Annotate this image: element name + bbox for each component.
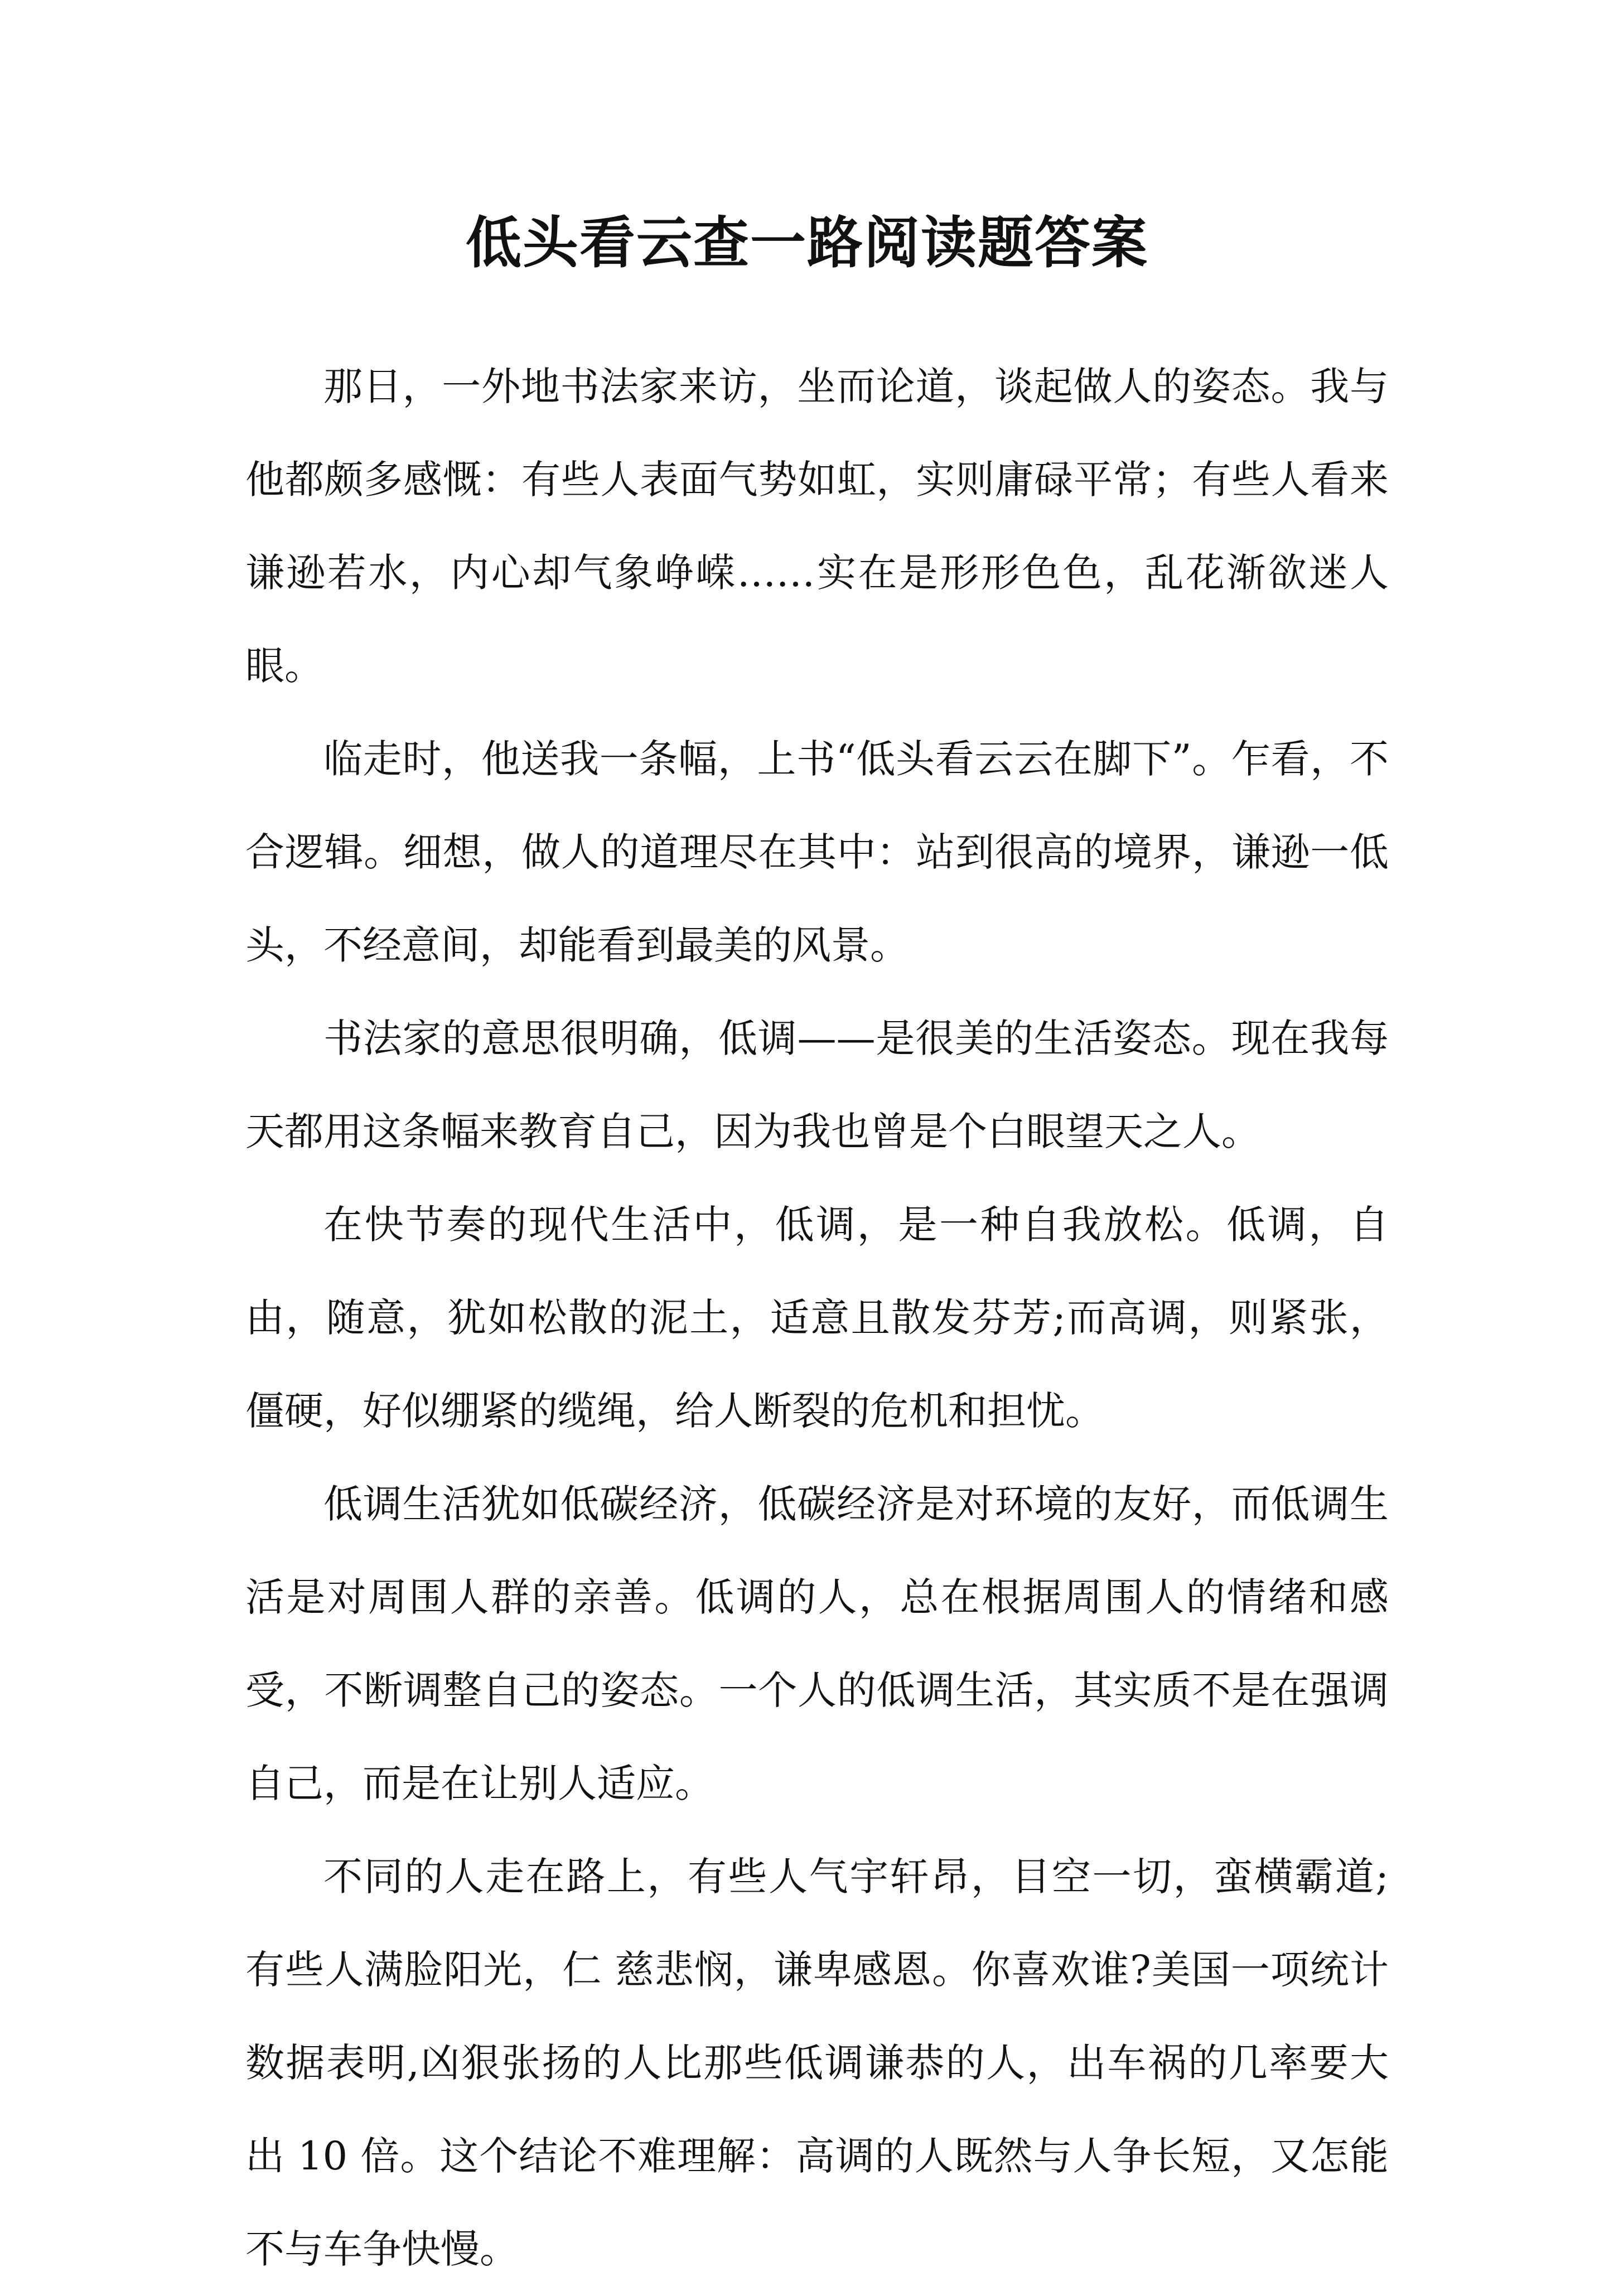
paragraph-6: 不同的人走在路上，有些人气宇轩昂，目空一切，蛮横霸道;有些人满脸阳光，仁 慈悲悯，谦卑感恩。你喜欢谁?美国一项统计数据表明,凶狠张扬的人比那些低调谦恭的人，出车祸的几率要大出 10 倍。这个结论不难理解：高调的人既然与人争长短，又怎能不与车争快慢。 [245,1854,1389,2272]
paragraph-2: 临走时，他送我一条幅，上书“低头看云云在脚下”。乍看，不合逻辑。细想，做人的道理尽在其中：站到很高的境界，谦逊一低 头，不经意间，却能看到最美的风景。 [245,736,1389,968]
paragraph-5: 低调生活犹如低碳经济，低碳经济是对环境的友好，而低调生活是对周围人群的亲善。低调的人，总在根据周围人的情绪和感受，不断调整自己的姿态。一个人的低调生活，其实质不是在强调自己，而是在让别人适应。 [245,1481,1389,1806]
document-body [245,340,1389,2296]
document-title: 低头看云查一路阅读题答案 [466,210,1148,275]
paragraph-4: 在快节奏的现代生活中，低调，是一种自我放松。低调，自由，随意，犹如松散的泥土，适意且散发芬芳;而高调，则紧张，僵硬，好似绷紧的缆绳，给人断裂的危机和担忧。 [245,1202,1389,1434]
paragraph-1: 那日，一外地书法家来访，坐而论道，谈起做人的姿态。我与他都颇多感慨：有些人表面气势如虹，实则庸碌平常；有些人看来谦逊若水，内心却气象峥嵘……实在是形形色色，乱花渐欲迷人眼。 [245,364,1389,689]
paragraph-3: 书法家的意思很明确，低调——是很美的生活姿态。现在我每天都用这条幅来教育自己，因为我也曾是个白眼望天之人。 [245,1016,1389,1154]
